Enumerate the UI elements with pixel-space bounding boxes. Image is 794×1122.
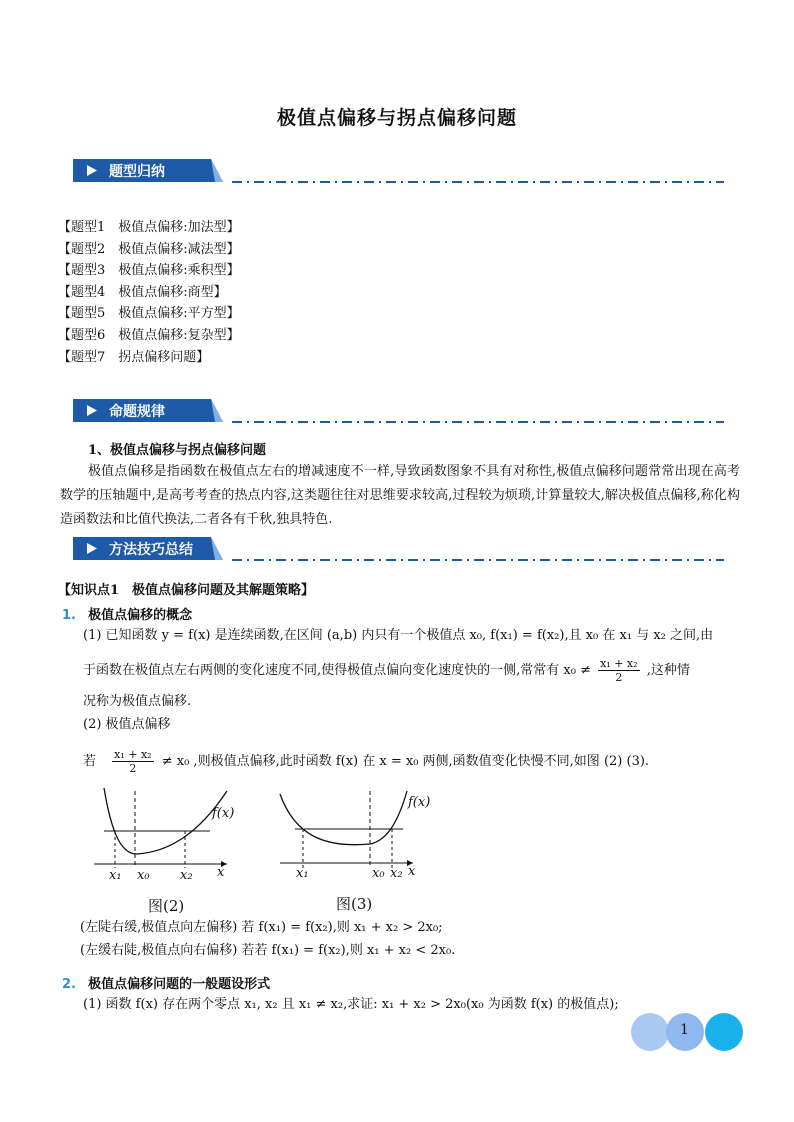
divider bbox=[232, 421, 724, 423]
list-item: 【题型3 极值点偏移:乘积型】 bbox=[58, 263, 240, 279]
axis-label: x bbox=[408, 864, 416, 879]
figure-caption: 图(2) bbox=[148, 897, 185, 915]
curve-label: f(x) bbox=[408, 795, 431, 810]
paragraph: (2) 极值点偏移 bbox=[83, 717, 171, 732]
tick-label: x₁ bbox=[296, 866, 309, 881]
section-title: 极值点偏移问题的一般题设形式 bbox=[88, 977, 271, 992]
section-1-heading bbox=[62, 604, 192, 623]
banner-label: 题型归纳 bbox=[109, 164, 165, 180]
paragraph: 况称为极值点偏移. bbox=[83, 694, 192, 709]
banner-label: 方法技巧总结 bbox=[109, 542, 193, 558]
page-title: 极值点偏移与拐点偏移问题 bbox=[276, 107, 517, 129]
knowledge-point-heading: 【知识点1 极值点偏移问题及其解题策略】 bbox=[58, 583, 315, 598]
rules-subtitle: 1、极值点偏移与拐点偏移问题 bbox=[88, 443, 267, 458]
text: ,这种情 bbox=[646, 663, 690, 678]
rules-paragraph: 极值点偏移是指函数在极值点左右的增减速度不一样,导致函数图象不具有对称性,极值点偏移问题常常出现在高考数学的压轴题中,是高考考查的热点内容,这类题往往对思维要求较高,过程较为烦琐,计算量较大,解决极值点偏移,称化构造函数法和比值代换法,二者各有千秋,独具特色. bbox=[60, 464, 740, 527]
list-item: 【题型2 极值点偏移:减法型】 bbox=[58, 241, 240, 257]
paragraph-line bbox=[83, 748, 649, 775]
paragraph: (1) 已知函数 y = f(x) 是连续函数,在区间 (a,b) 内只有一个极值点 x₀, f(x₁) = f(x₂),且 x₀ 在 x₁ 与 x₂ 之间,由 bbox=[83, 628, 714, 643]
fraction-numerator: x₁ + x₂ bbox=[600, 657, 638, 670]
text: ≠ x₀ ,则极值点偏移,此时函数 f(x) 在 x = x₀ 两侧,函数值变化快慢不同,如图 (2) (3). bbox=[161, 754, 650, 769]
fraction-numerator: x₁ + x₂ bbox=[114, 748, 152, 761]
list-item: 【题型1 极值点偏移:加法型】 bbox=[58, 220, 240, 235]
section-number: 1. bbox=[62, 608, 76, 623]
page-number: 1 bbox=[680, 1022, 689, 1038]
tick-label: x₀ bbox=[137, 868, 150, 883]
paragraph-line bbox=[83, 657, 690, 684]
tick-label: x₀ bbox=[372, 866, 385, 881]
fraction bbox=[112, 748, 153, 775]
section-banner-rules bbox=[73, 397, 223, 424]
figure-caption: 图(3) bbox=[336, 895, 373, 913]
curve-label: f(x) bbox=[212, 806, 235, 821]
banner-label: 命题规律 bbox=[109, 404, 165, 420]
divider bbox=[232, 181, 724, 183]
paragraph: (左陡右缓,极值点向左偏移) 若 f(x₁) = f(x₂),则 x₁ + x₂ > 2x₀; bbox=[80, 920, 443, 935]
list-item: 【题型4 极值点偏移:商型】 bbox=[58, 284, 227, 300]
section-number: 2. bbox=[62, 977, 76, 992]
paragraph: (左缓右陡,极值点向右偏移) 若若 f(x₁) = f(x₂),则 x₁ + x₂ < 2x₀. bbox=[80, 943, 456, 958]
list-item: 【题型6 极值点偏移:复杂型】 bbox=[58, 327, 240, 343]
section-2-heading bbox=[62, 973, 270, 992]
divider bbox=[232, 559, 724, 561]
list-item: 【题型7 拐点偏移问题】 bbox=[58, 349, 210, 365]
text: 若 bbox=[83, 754, 97, 769]
section-banner-types bbox=[73, 157, 223, 184]
text: 于函数在极值点左右两侧的变化速度不同,使得极值点偏向变化速度快的一侧,常常有 x₀ ≠ bbox=[83, 663, 591, 678]
fraction bbox=[598, 657, 639, 684]
type-list bbox=[58, 217, 240, 368]
paragraph: (1) 函数 f(x) 存在两个零点 x₁, x₂ 且 x₁ ≠ x₂,求证: x₁ + x₂ > 2x₀(x₀ 为函数 f(x) 的极值点); bbox=[83, 997, 619, 1012]
axis-label: x bbox=[217, 865, 225, 880]
section-banner-methods bbox=[73, 535, 223, 562]
fraction-denominator: 2 bbox=[129, 762, 137, 775]
tick-label: x₁ bbox=[109, 868, 122, 883]
tick-label: x₂ bbox=[390, 866, 403, 881]
tick-label: x₂ bbox=[180, 868, 193, 883]
fraction-denominator: 2 bbox=[615, 671, 623, 684]
section-title: 极值点偏移的概念 bbox=[88, 608, 193, 623]
list-item: 【题型5 极值点偏移:平方型】 bbox=[58, 306, 240, 322]
